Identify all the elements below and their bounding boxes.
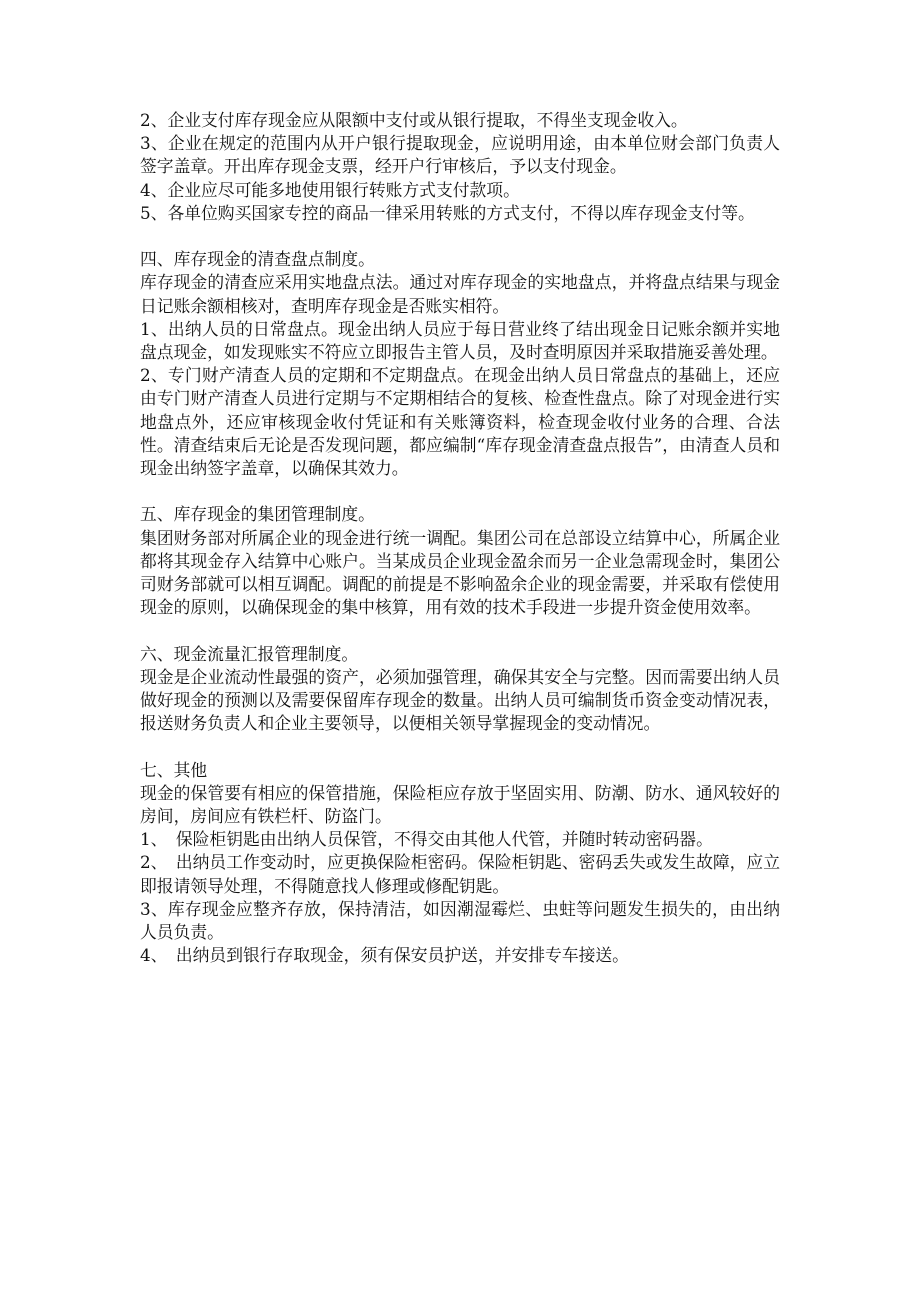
section-7-item-3: 3、库存现金应整齐存放，保持清洁，如因潮湿霉烂、虫蛀等问题发生损失的，由出纳人员负责。: [140, 898, 780, 943]
top-item-2: 2、企业支付库存现金应从限额中支付或从银行提取，不得坐支现金收入。: [140, 110, 688, 130]
paragraph-gap: [140, 735, 780, 758]
paragraph-gap: [140, 480, 780, 503]
section-7-item-4: 4、 出纳员到银行存取现金，须有保安员护送，并安排专车接送。: [140, 945, 629, 966]
top-item-4: 4、企业应尽可能多地使用银行转账方式支付款项。: [140, 179, 520, 200]
section-4-item-2: 2、专门财产清查人员的定期和不定期盘点。在现金出纳人员日常盘点的基础上，还应由专门财产清查人员进行定期与不定期相结合的复核、检查性盘点。除了对现金进行实地盘点外，还应审核现金收付凭证和有关账簿资料，检查现金收付业务的合理、合法性。清查结束后无论是否发现问题，都应编制“库存现金清查盘点报告”，由清查人员和现金出纳签字盖章，以确保其效力。: [140, 365, 780, 479]
section-4-heading: 四、库存现金的清查盘点制度。: [140, 249, 375, 270]
section-7-heading: 七、其他: [140, 759, 208, 780]
section-7-item-1: 1、 保险柜钥匙由出纳人员保管，不得交由其他人代管，并随时转动密码器。: [140, 829, 713, 850]
section-6-body: 现金是企业流动性最强的资产，必须加强管理，确保其安全与完整。因而需要出纳人员做好现金的预测以及需要保留库存现金的数量。出纳人员可编制货币资金变动情况表，报送财务负责人和企业主要领导，以便相关领导掌握现金的变动情况。: [140, 666, 780, 734]
section-4-intro: 库存现金的清查应采用实地盘点法。通过对库存现金的实地盘点，并将盘点结果与现金日记账余额相核对，查明库存现金是否账实相符。: [140, 272, 780, 316]
section-4-item-1: 1、出纳人员的日常盘点。现金出纳人员应于每日营业终了结出现金日记账余额并实地盘点现金，如发现账实不符应立即报告主管人员，及时查明原因并采取措施妥善处理。: [140, 318, 780, 363]
document-body: [140, 109, 780, 967]
section-7-item-2: 2、 出纳员工作变动时，应更换保险柜密码。保险柜钥匙、密码丢失或发生故障，应立即报请领导处理，不得随意找人修理或修配钥匙。: [140, 852, 780, 896]
paragraph-gap: [140, 619, 780, 642]
top-item-3: 3、企业在规定的范围内从开户银行提取现金，应说明用途，由本单位财会部门负责人签字盖章。开出库存现金支票，经开户行审核后，予以支付现金。: [140, 133, 780, 177]
top-item-5: 5、各单位购买国家专控的商品一律采用转账的方式支付，不得以库存现金支付等。: [140, 202, 755, 223]
section-5-body: 集团财务部对所属企业的现金进行统一调配。集团公司在总部设立结算中心，所属企业都将其现金存入结算中心账户。当某成员企业现金盈余而另一企业急需现金时，集团公司财务部就可以相互调配。调配的前提是不影响盈余企业的现金需要，并采取有偿使用现金的原则，以确保现金的集中核算，用有效的技术手段进一步提升资金使用效率。: [140, 527, 780, 618]
paragraph-gap: [140, 225, 780, 248]
section-7-intro: 现金的保管要有相应的保管措施，保险柜应存放于坚固实用、防潮、防水、通风较好的房间，房间应有铁栏杆、防盗门。: [140, 782, 780, 827]
section-5-heading: 五、库存现金的集团管理制度。: [140, 504, 375, 525]
section-6-heading: 六、现金流量汇报管理制度。: [140, 643, 359, 664]
